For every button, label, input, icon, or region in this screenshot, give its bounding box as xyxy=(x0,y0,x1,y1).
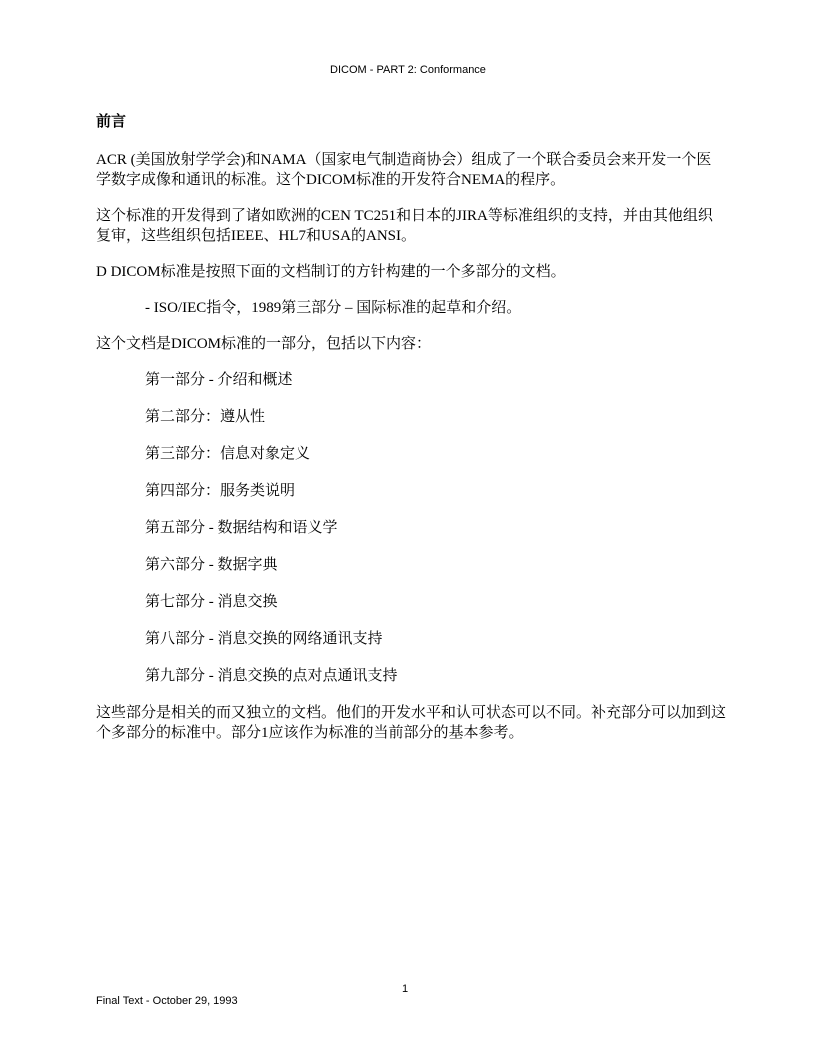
list-item: 第四部分：服务类说明 xyxy=(145,483,296,499)
paragraph-contents-intro: 这个文档是DICOM标准的一部分，包括以下内容： xyxy=(96,336,432,352)
page-header: DICOM - PART 2: Conformance xyxy=(330,64,486,76)
paragraph-intro: ACR (美国放射学学会)和NAMA（国家电气制造商协会）组成了一个联合委员会来开发一个医学数字成像和通讯的标准。这个DICOM标准的开发符合NEMA的程序。 xyxy=(96,152,712,188)
page-number: 1 xyxy=(402,983,409,995)
list-item: 第二部分：遵从性 xyxy=(145,409,266,425)
document-body xyxy=(96,112,726,759)
list-item: 第五部分 - 数据结构和语义学 xyxy=(145,520,338,536)
list-item: 第七部分 - 消息交换 xyxy=(145,594,278,610)
list-item: 第九部分 - 消息交换的点对点通讯支持 xyxy=(145,668,398,684)
paragraph-closing: 这些部分是相关的而又独立的文档。他们的开发水平和认可状态可以不同。补充部分可以加到这个多部分的标准中。部分1应该作为标准的当前部分的基本参考。 xyxy=(96,705,727,741)
list-item: 第三部分：信息对象定义 xyxy=(145,446,311,462)
list-item: 第八部分 - 消息交换的网络通讯支持 xyxy=(145,631,383,647)
parts-list xyxy=(96,370,726,686)
paragraph-iso-directive: - ISO/IEC指令，1989第三部分 – 国际标准的起草和介绍。 xyxy=(145,300,522,316)
list-item: 第六部分 - 数据字典 xyxy=(145,557,278,573)
paragraph-structure: D DICOM标准是按照下面的文档制订的方针构建的一个多部分的文档。 xyxy=(96,264,566,280)
paragraph-support: 这个标准的开发得到了诸如欧洲的CEN TC251和日本的JIRA等标准组织的支持，并由其他组织复审，这些组织包括IEEE、HL7和USA的ANSI。 xyxy=(96,208,713,244)
section-title: 前言 xyxy=(96,114,127,130)
page-footer: Final Text - October 29, 1993 xyxy=(96,995,238,1007)
list-item: 第一部分 - 介绍和概述 xyxy=(145,372,293,388)
